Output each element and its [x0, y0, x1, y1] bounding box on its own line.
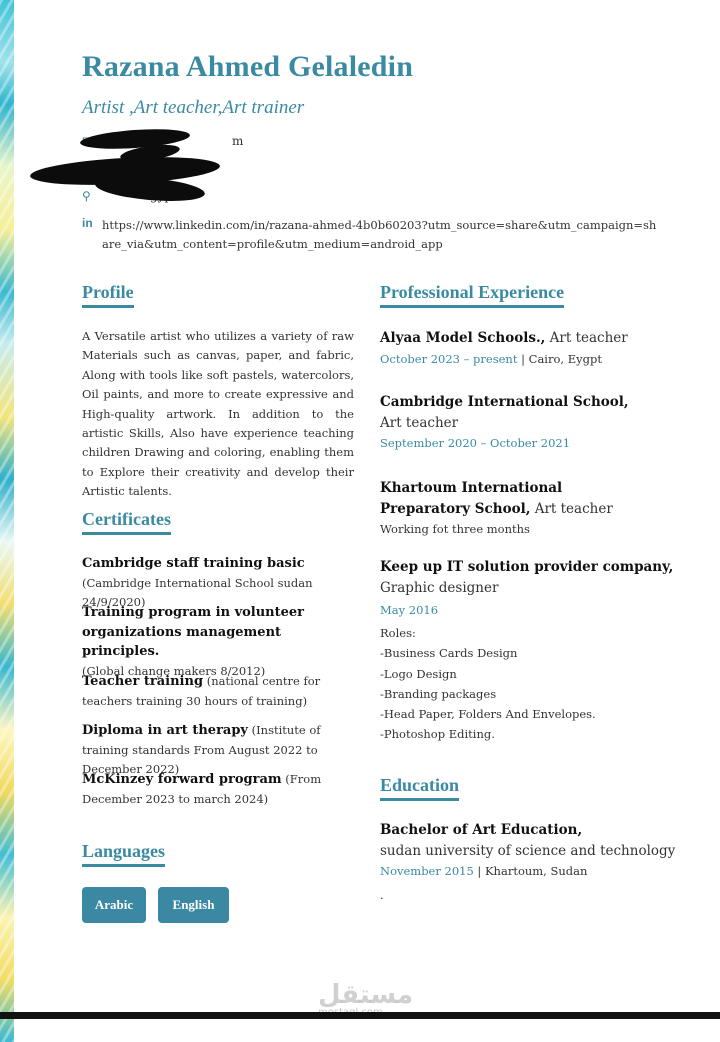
job-role-item: -Branding packages: [380, 686, 497, 701]
resume-name: Razana Ahmed Gelaledin: [82, 50, 414, 83]
resume-subtitle: Artist ,Art teacher,Art trainer: [82, 97, 305, 118]
marble-side-strip: [0, 0, 14, 1042]
contact-linkedin: [82, 216, 662, 254]
certificate-detail: (national centre for teachers training 30 hours of training): [82, 674, 321, 708]
email-partial-text: m: [232, 134, 244, 148]
education-entry: [380, 820, 680, 906]
job-role: Art teacher: [380, 414, 459, 431]
job-roles-list: [380, 623, 680, 745]
education-degree: Bachelor of Art Education,: [380, 822, 583, 838]
profile-heading: Profile: [82, 282, 134, 308]
certificate-detail: (Cambridge International School sudan 24/9/2020): [82, 575, 313, 609]
education-school: sudan university of science and technology: [380, 842, 676, 859]
certificate-item: [82, 603, 354, 681]
location-pin-icon: ⚲: [82, 189, 91, 203]
education-heading: Education: [380, 775, 459, 801]
job-role-item: -Head Paper, Folders And Envelopes.: [380, 707, 596, 722]
education-place: | Khartoum, Sudan: [473, 864, 588, 878]
certificate-detail: (From December 2023 to march 2024): [82, 772, 322, 806]
job-role: Art teacher: [530, 500, 613, 517]
certificate-title: Teacher training: [82, 674, 204, 689]
education-trailing: .: [380, 888, 384, 902]
job-role: Graphic designer: [380, 579, 499, 596]
job-org: Keep up IT solution provider company,: [380, 559, 674, 575]
certificate-item: [82, 672, 354, 711]
job-entry: [380, 557, 680, 745]
job-org: Cambridge International School,: [380, 394, 629, 410]
bottom-divider-bar: [0, 1012, 720, 1019]
linkedin-url[interactable]: https://www.linkedin.com/in/razana-ahmed-4b0b60203?utm_source=share&utm_campaign=share_via&utm_content=profile&utm_medium=android_app: [102, 218, 657, 251]
job-role-item: -Logo Design: [380, 666, 457, 681]
profile-text: A Versatile artist who utilizes a variety of raw Materials such as canvas, paper, and fabric, Along with tools like soft pastels, watercolors, Oil paints, and more to create expressive and High-quality artwork. In addition to the artistic Skills, Also have experience teaching children Drawing and coloring, enabling them to Explore their creativity and develop their Artistic talents.: [82, 329, 354, 499]
certificate-item: [82, 770, 354, 809]
certificate-detail: (Institute of training standards From August 2022 to December 2022): [82, 723, 321, 776]
linkedin-icon: in: [82, 216, 93, 230]
job-place: | Cairo, Eygpt: [517, 351, 602, 366]
job-entry: [380, 478, 680, 540]
job-role: Art teacher: [545, 330, 628, 346]
job-org: Alyaa Model Schools.,: [380, 330, 546, 346]
mostaql-watermark: مستقل: [318, 980, 414, 1010]
job-entry: [380, 392, 680, 453]
certificate-title: Training program in volunteer organizations management principles.: [82, 605, 305, 659]
job-date: May 2016: [380, 603, 439, 617]
job-org: Khartoum International Preparatory School,: [380, 480, 563, 517]
certificate-title: Cambridge staff training basic: [82, 556, 305, 571]
job-note: Working fot three months: [380, 522, 530, 536]
job-date: October 2023 – present: [380, 351, 518, 366]
job-roles-label: Roles:: [380, 626, 416, 640]
certificate-title: McKinzey forward program: [82, 772, 282, 787]
job-entry: [380, 328, 680, 369]
certificate-title: Diploma in art therapy: [82, 723, 248, 738]
languages-heading: Languages: [82, 841, 165, 867]
job-role-item: -Business Cards Design: [380, 646, 518, 661]
experience-heading: Professional Experience: [380, 282, 564, 308]
education-date: November 2015: [380, 864, 474, 878]
language-badge-english: English: [158, 887, 229, 923]
job-date: September 2020 – October 2021: [380, 436, 571, 450]
certificate-detail: (Global change makers 8/2012): [82, 663, 266, 678]
certificates-heading: Certificates: [82, 509, 171, 535]
job-role-item: -Photoshop Editing.: [380, 727, 495, 742]
language-badge-arabic: Arabic: [82, 887, 146, 923]
